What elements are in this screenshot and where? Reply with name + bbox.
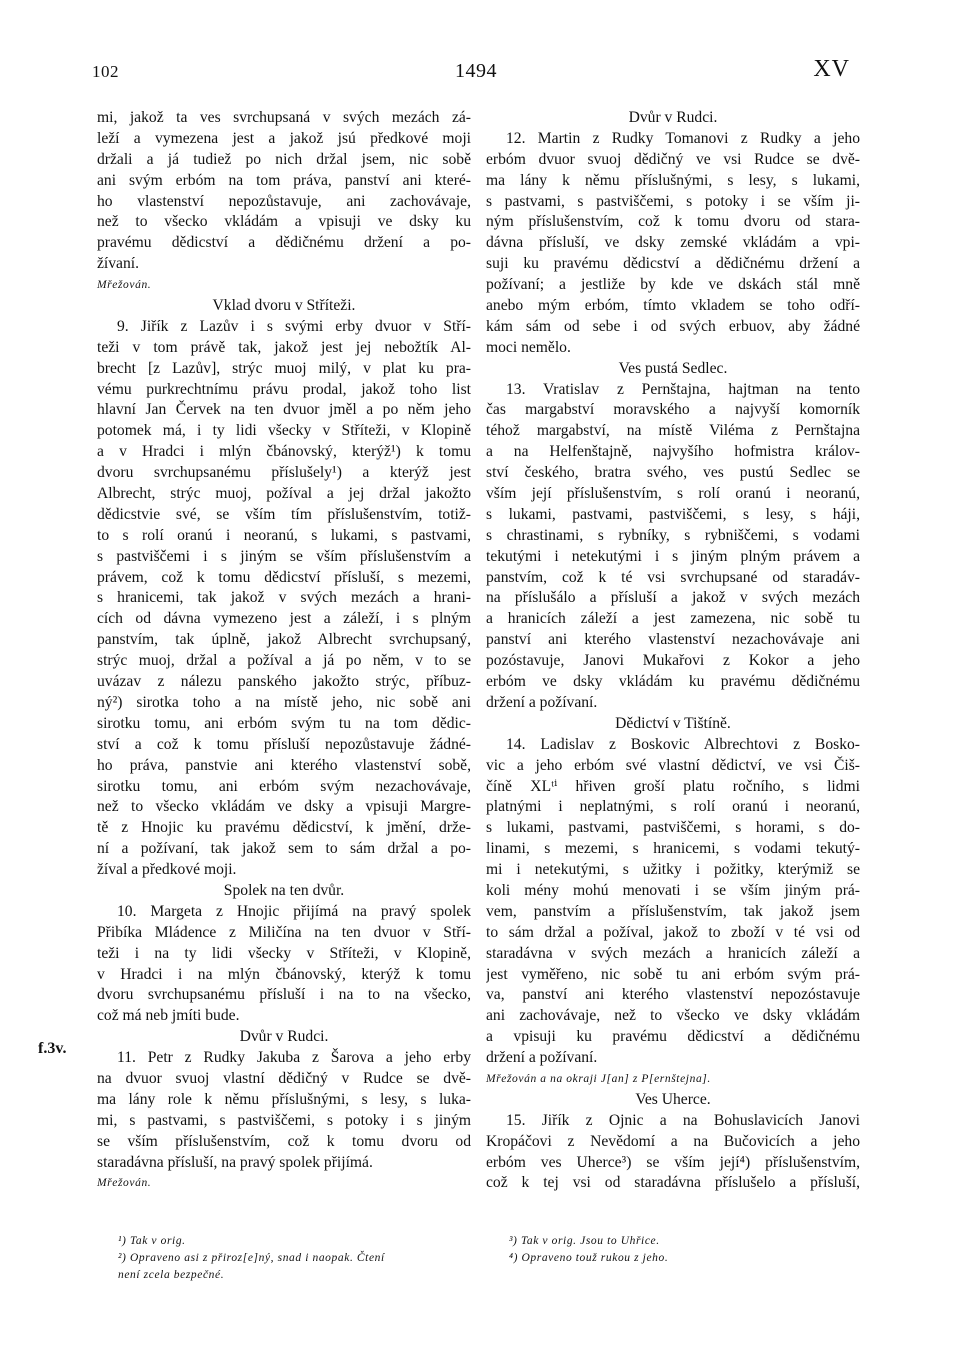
text-line: a na Helfenštajně, najvyšího hofmistra králov- [486,443,860,461]
text-line: to s rolí oranú i neoranú, s lukami, s pastvami, [97,526,471,544]
text-line: mi, jakož ta ves svrchupsaná v svých mezách zá- [97,109,471,126]
footnote: ⁴) Opraveno touž rukou z jeho. [509,1252,669,1264]
text-line: a hranicích záleží a jest zamezena, nic sobě tu [486,610,860,628]
text-line: 11. Petr z Rudky Jakuba z Šarova a jeho erby [117,1049,471,1067]
text-line: čas margabství moravského a najvyší komorník [486,401,860,419]
text-line: Albrecht, strýc muoj, požíval a jej držal jakožto [97,485,471,503]
text-line: to sám držal a požíval, jakož to zboží v té vsi od [486,923,860,941]
text-line: vému purkrechtnímu právu prodal, jakož toho list [97,380,471,398]
text-line: se vším příslušenstvím, což k tomu dvoru od [97,1132,471,1150]
text-line: s lukami, pastvami, pastviščemi, s lesy, s háji, [486,505,860,523]
text-line: s pastvami, s pastviščemi, s potoky i se vším ji- [486,192,860,210]
text-line: s lukami, pastvami, pastviščemi, s horami, s do- [486,819,860,837]
text-line: žíval a předkové moji. [97,861,237,879]
text-line: což má neb jmíti bude. [97,1007,240,1025]
text-line: v Hradci i na mlýn čbánovský, kterýž k tomu [97,965,471,983]
text-line: staradávna přísluší, na pravý spolek přijímá. [97,1153,373,1171]
footnote: ¹) Tak v orig. [118,1235,186,1247]
text-line: dvoru svrchupsanému příslušely¹) a kterýž jest [97,464,471,482]
text-line: jest vyměřeno, nic sobě tu ani erbóm svým prá- [486,965,860,983]
text-line: držení a požívaní. [486,1049,598,1067]
text-line: erbóm dvuor svuoj dědičný ve vsi Rudce se dvě- [486,150,860,168]
text-line: staradávna v svých mezách a hranicích záleží a [486,944,860,962]
text-line: ní a požívaní, tak jakož sem to sám držal a po- [97,840,471,858]
text-line: mi i netekutými, s užitky i požitky, kterýmiž se [486,861,860,879]
text-line: Kropáčovi z Nevědomí a na Bučovicích a jeho [486,1132,860,1150]
text-line: a vpisuji ku pravému dědicství a dědičnému [486,1028,860,1046]
folio-margin-reference: f.3v. [38,1040,67,1057]
section-heading: Ves Uherce. [635,1090,711,1108]
text-line: sirotku tomu, ani erbóm svým nezachovávaje, [97,777,471,795]
footnote: ²) Opraveno asi z přiroz[e]ný, snad i naopak. Čtení [118,1252,385,1264]
section-heading: Dvůr v Rudci. [628,109,718,126]
text-line: suji ku pravému dědicství a dědičnému držení a [486,255,860,273]
text-line: 15. Jiřík z Ojnic a na Bohuslavicích Janovi [506,1111,860,1129]
section-heading: Vklad dvoru v Stříteži. [212,297,356,315]
text-line: právem, což k tomu dědicství přísluší, s mezemi, [97,568,471,586]
text-line: uvázav z nálezu panského jakožto strýc, příbuz- [97,673,471,691]
section-heading: Spolek na ten dvůr. [223,881,345,899]
volume-number: XV [813,56,850,82]
text-line: mi, s pastvami, s pastviščemi, s potoky i s jiným [97,1111,471,1129]
text-line: panství ani kterého vlastenství nezachovávaje ani [486,631,860,649]
text-line: požívaní; a jestliže by kde ve dskách stál mně [486,276,860,294]
text-line: na dvuor svuoj vlastní dědičný v Rudce se dvě- [97,1069,471,1087]
text-line: tě z Hnojic ku pravému dědicství, k jmění, drže- [97,819,471,837]
text-line: což k tej vsi od staradávna příslušelo a přísluší, [486,1174,860,1192]
page-number: 102 [92,62,119,81]
text-line: dvoru svrchupsanému přísluší i na to na všecko, [97,986,471,1004]
text-line: vem, panstvím a příslušenstvím, tak jakož jsem [486,902,860,920]
text-line: panstvím, což k té vsi svrchupsané od staradáv- [486,568,860,586]
text-line: Přibíka Mládence z Miličína na ten dvuor v Stří- [97,923,471,941]
text-line: téhož margabství, na místě Viléma z Pernštajna [486,422,860,440]
text-line: a v Hradci i mlýn čbánovský, kterýž¹) k tomu [97,443,471,461]
text-line: držení a požívaní. [486,693,598,711]
text-line: 12. Martin z Rudky Tomanovi z Rudky a jeho [506,129,860,147]
text-line: linami, s mezemi, s hranicemi, s vodami tekutý- [486,840,860,858]
text-line: ství českého, bratra svého, ves pustú Sedlec se [486,464,860,482]
text-line: potomek má, i ty lidi všecky v Stříteži, v Klopině [97,422,471,440]
text-line: ný²) sirotka toho a na místě jeho, nic sobě ani [97,693,471,711]
text-line: pozóstavuje, Janovi Mukařovi z Kokor a jeho [486,652,860,670]
text-line: sirotku tomu, ani erbóm svým tu na tom dědic- [97,714,471,732]
text-line: žívaní. [97,255,139,273]
text-line: teži i na ty lidi všecky v Stříteži, v Klopině, [97,944,471,962]
left-text-column [97,108,471,1194]
text-line: erbóm ve dsky vkládám ku pravému dědičnému [486,673,860,691]
text-line: platnými i neplatnými, s rolí oranú i neoranú, [486,798,860,816]
text-line: dědicstvie své, se vším tím příslušenstvím, totiž- [97,505,471,523]
text-line: teži v tom právě tak, jakož jest jej nebožtík Al- [97,338,471,356]
text-line: koli mény mohú menovati i se vším jiným prá- [486,881,860,899]
text-line: hlavní Jan Červek na ten dvuor jměl a po něm jeho [97,401,471,419]
text-line: erbóm ves Uherce³) se vším její⁴) příslušenstvím, [486,1153,860,1171]
text-line: ma lány k němu příslušnými, s lesy, s lukami, [486,171,860,189]
text-line: cích od dávna vymezeno jest a záleží, i s plným [97,610,471,628]
text-line: 13. Vratislav z Pernštajna, hajtman na tento [506,380,860,398]
year-heading: 1494 [455,60,497,82]
text-line: panstvím, tak úplně, jakož Albrecht svrchupsaný, [97,631,471,649]
section-heading: Dědictví v Tištíně. [615,714,731,732]
text-line: než to všecko vkládám a vpisuji ve dsky ku [97,213,471,231]
text-line: va, panství ani kterého vlastenství nepozóstavuje [486,986,860,1004]
text-line: na příslušálo a přísluší a jakož v svých mezách [486,589,860,607]
text-line: ho práva, panstvie ani kterého vlastenství sobě, [97,756,471,774]
text-line: číně XLᵗⁱ hřiven groší platu ročního, s lidmi [486,777,860,795]
section-heading: Ves pustá Sedlec. [618,359,728,377]
text-line: moci nemělo. [486,338,571,356]
right-text-column [486,108,860,1194]
text-line: dávna přísluší, ve dsky zemské vkládám a vpi- [486,234,860,252]
text-line: vším její příslušenstvím, s rolí oranú i neoranú, [486,485,860,503]
text-line: s pastviščemi i s jiným se vším příslušenstvím a [97,547,471,565]
text-line: s chrastinami, s rybníky, s rybniščemi, s vodami [486,526,860,544]
text-line: ství a což k tomu přísluší nepozůstavuje žádné- [97,735,471,753]
footnote: ³) Tak v orig. Jsou to Uhřice. [509,1235,660,1247]
text-line: pravému dědicství a dědičnému držení a po- [97,234,471,252]
text-line: brecht [z Lazův], strýc muoj milý, v plat ku pra- [97,359,471,377]
text-line: 10. Margeta z Hnojic přijímá na pravý spolek [117,902,471,920]
page-header [0,56,960,86]
text-line: tekutými i netekutými i s jiným plným právem a [486,547,860,565]
marginal-note: Mřežován. [97,1177,152,1190]
text-line: ným příslušenstvím, což k tomu dvoru od stara- [486,213,860,231]
text-line: strýc muoj, držal a požíval a já po něm, v to se [97,652,471,670]
text-line: s hranicemi, tak jakož v svých mezách a hrani- [97,589,471,607]
text-line: než to všecko vkládám ve dsky a vpisuji Margre- [97,798,471,816]
text-line: ma lány role k němu příslušnými, s lesy, s luka- [97,1090,471,1108]
text-line: vic a jeho erbóm své vlastní dědictví, ve vsi Čiš- [486,756,860,774]
footnotes-right [509,1233,869,1267]
text-line: ani svým erbóm na tom práva, panství ani které- [97,171,471,189]
text-line: kám sám od sebe i od svých erbuov, aby žádné [486,317,860,335]
footnotes-left [118,1233,478,1284]
text-line: držali a já tudiež po nich držal jsem, nic sobě [97,150,471,168]
marginal-note: Mřežován. [97,279,152,292]
text-line: ani zachovávaje, než to všecko ve dsky vkládám [486,1007,860,1025]
text-line: ho vlastenství nepozůstavuje, ani zachovávaje, [97,192,471,210]
marginal-note: Mřežován a na okraji J[an] z P[ernštejna]. [486,1072,711,1085]
section-heading: Dvůr v Rudci. [239,1028,329,1046]
text-line: 14. Ladislav z Boskovic Albrechtovi z Bosko- [506,735,860,753]
text-line: leží a vymezena jest a jakož jsú předkové moji [97,129,471,147]
text-line: 9. Jiřík z Lazův i s svými erby dvuor v Stří- [117,317,471,335]
footnote: není zcela bezpečné. [118,1269,225,1281]
text-line: anebo mým erbóm, tímto vkladem se toho odří- [486,297,860,315]
